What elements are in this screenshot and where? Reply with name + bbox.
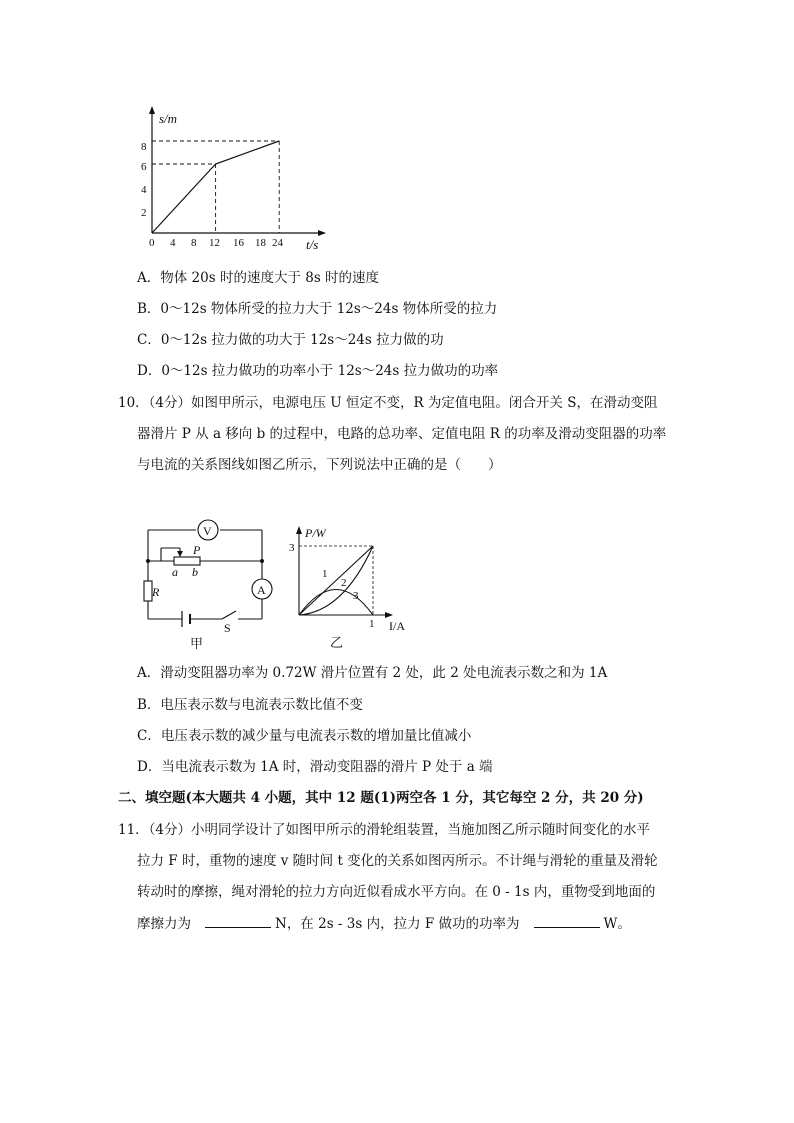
- y-tick-6: 6: [141, 161, 147, 173]
- q10-stem-line-2: 器滑片 P 从 a 移向 b 的过程中，电路的总功率、定值电阻 R 的功率及滑动变阻器的功率: [137, 426, 667, 442]
- q10-option-b[interactable]: B．电压表示数与电流表示数比值不变: [137, 697, 363, 713]
- junction-left: [146, 559, 150, 563]
- curve-rheostat-power: [299, 590, 373, 616]
- p-axis-arrow: [296, 526, 302, 534]
- curve-total-power: [299, 546, 373, 615]
- x-tick-12: 12: [209, 237, 220, 249]
- x-tick-16: 16: [233, 237, 244, 249]
- x-tick-18: 18: [255, 237, 266, 249]
- curve-label-2: 2: [341, 577, 347, 589]
- q10-option-c[interactable]: C．电压表示数的减少量与电流表示数的增加量比值减小: [137, 728, 472, 744]
- resistor-label: R: [152, 585, 160, 599]
- resistor-r: [144, 581, 152, 601]
- s-t-graph: [130, 100, 350, 260]
- q11-line-2: 拉力 F 时，重物的速度 v 随时间 t 变化的关系如图丙所示。不计绳与滑轮的重量及滑轮: [137, 853, 658, 869]
- y-axis-label: s/m: [159, 111, 178, 126]
- curve-label-3: 3: [353, 590, 359, 602]
- rheostat-end-a: a: [172, 565, 178, 579]
- slider-arrow: [177, 551, 183, 557]
- y-axis-arrow: [149, 106, 155, 114]
- q11-text-power: N，在 2s - 3s 内，拉力 F 做功的功率为: [275, 916, 520, 932]
- rheostat: [174, 557, 200, 565]
- power-current-graph: [283, 520, 423, 655]
- curve-label-1: 1: [322, 568, 328, 580]
- q9-option-c[interactable]: C．0～12s 拉力做的功大于 12s～24s 拉力做的功: [137, 332, 444, 348]
- i-axis-arrow: [385, 612, 393, 618]
- q11-line-4: [137, 913, 631, 934]
- i-axis-label: I/A: [389, 619, 405, 633]
- y-tick-2: 2: [141, 207, 147, 219]
- y-tick-4: 4: [141, 184, 147, 196]
- q10-option-d[interactable]: D．当电流表示数为 1A 时，滑动变阻器的滑片 P 处于 a 端: [137, 759, 493, 775]
- q11-text-friction: 摩擦力为: [137, 916, 191, 932]
- q10-option-a[interactable]: A．滑动变阻器功率为 0.72W 滑片位置有 2 处，此 2 处电流表示数之和为 1A: [137, 665, 608, 681]
- x-tick-4: 4: [170, 237, 176, 249]
- q11-line-1: 11．（4分）小明同学设计了如图甲所示的滑轮组装置，当施加图乙所示随时间变化的水平: [118, 822, 651, 838]
- x-tick-24: 24: [272, 237, 283, 249]
- q10-stem-line-1: 10．（4分）如图甲所示，电源电压 U 恒定不变，R 为定值电阻。闭合开关 S，在滑动变阻: [118, 395, 658, 411]
- rheostat-end-b: b: [192, 565, 198, 579]
- i-tick-1: 1: [369, 618, 375, 630]
- junction-right: [260, 559, 264, 563]
- section-2-heading: 二、填空题(本大题共 4 小题，其中 12 题(1)两空各 1 分，其它每空 2 分，共 20 分): [118, 790, 644, 806]
- answer-blank-friction[interactable]: [205, 913, 271, 928]
- q9-option-d[interactable]: D．0～12s 拉力做功的功率小于 12s～24s 拉力做功的功率: [137, 363, 499, 379]
- q9-option-b[interactable]: B．0～12s 物体所受的拉力大于 12s～24s 物体所受的拉力: [137, 301, 498, 317]
- q9-option-a[interactable]: A．物体 20s 时的速度大于 8s 时的速度: [137, 270, 380, 286]
- dashed-guide-lines: [152, 141, 279, 233]
- answer-blank-power[interactable]: [534, 913, 600, 928]
- p-axis-label: P/W: [305, 526, 326, 540]
- q10-stem-line-3: 与电流的关系图线如图乙所示，下列说法中正确的是（ ）: [137, 457, 502, 473]
- circuit-diagram: [138, 515, 278, 655]
- power-graph-caption: 乙: [330, 635, 344, 650]
- switch-label: S: [224, 621, 231, 635]
- x-tick-8: 8: [191, 237, 197, 249]
- p-tick-3: 3: [289, 542, 295, 554]
- slider-label: P: [193, 543, 201, 557]
- voltmeter-label: V: [203, 524, 212, 538]
- ammeter-label: A: [257, 583, 266, 597]
- x-tick-0: 0: [149, 237, 155, 249]
- x-axis-label: t/s: [306, 237, 319, 252]
- y-tick-8: 8: [141, 141, 147, 153]
- x-axis-arrow: [318, 230, 326, 236]
- circuit-caption: 甲: [190, 636, 204, 651]
- q11-line-3: 转动时的摩擦，绳对滑轮的拉力方向近似看成水平方向。在 0 - 1s 内，重物受到地面的: [137, 884, 656, 900]
- q11-text-unit: W。: [603, 916, 631, 932]
